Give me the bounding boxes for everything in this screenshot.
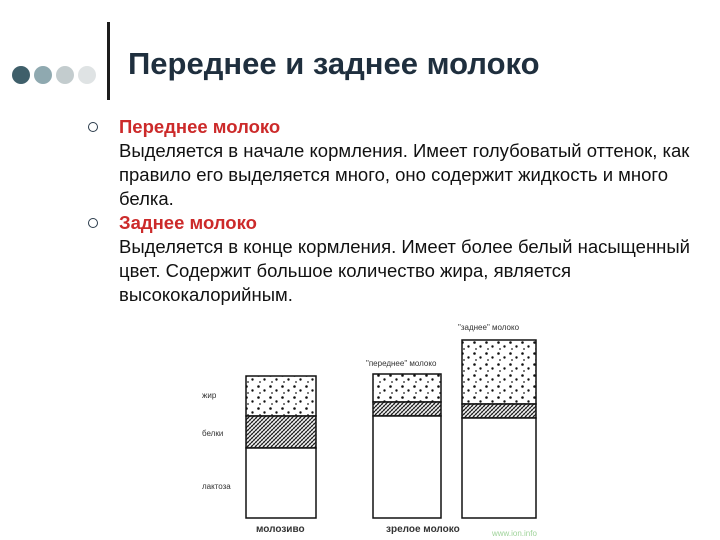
milk-composition-figure bbox=[196, 318, 556, 540]
hind-milk-label: "заднее" молоко bbox=[458, 323, 520, 332]
bullet-text: Выделяется в конце кормления. Имеет более белый насыщенный цвет. Содержит большое количество жира, является высококалорийным. bbox=[119, 236, 691, 305]
bullet-fore-milk bbox=[86, 115, 696, 211]
bullet-heading: Переднее молоко bbox=[119, 116, 281, 137]
bullet-marker-icon bbox=[88, 218, 98, 228]
title-divider bbox=[107, 22, 110, 100]
bullet-hind-milk bbox=[86, 211, 696, 307]
bullet-marker-icon bbox=[88, 122, 98, 132]
layer-label-protein: белки bbox=[202, 429, 224, 438]
fore-milk-column bbox=[373, 374, 441, 518]
hind-milk-column bbox=[462, 340, 536, 518]
layer-label-fat: жир bbox=[202, 391, 217, 400]
bullet-list bbox=[86, 115, 696, 307]
slide-title: Переднее и заднее молоко bbox=[128, 46, 540, 81]
caption-mature: зрелое молоко bbox=[386, 524, 460, 535]
watermark: www.ion.info bbox=[492, 529, 537, 538]
bullet-heading: Заднее молоко bbox=[119, 212, 257, 233]
caption-colostrum: молозиво bbox=[256, 524, 305, 535]
decorative-dots bbox=[10, 64, 100, 86]
bullet-text: Выделяется в начале кормления. Имеет голубоватый оттенок, как правило его выделяется много, оно содержит жидкость и много белка. bbox=[119, 140, 690, 209]
layer-label-lactose: лактоза bbox=[202, 482, 231, 491]
colostrum-column bbox=[246, 376, 316, 518]
fore-milk-label: "переднее" молоко bbox=[366, 359, 437, 368]
